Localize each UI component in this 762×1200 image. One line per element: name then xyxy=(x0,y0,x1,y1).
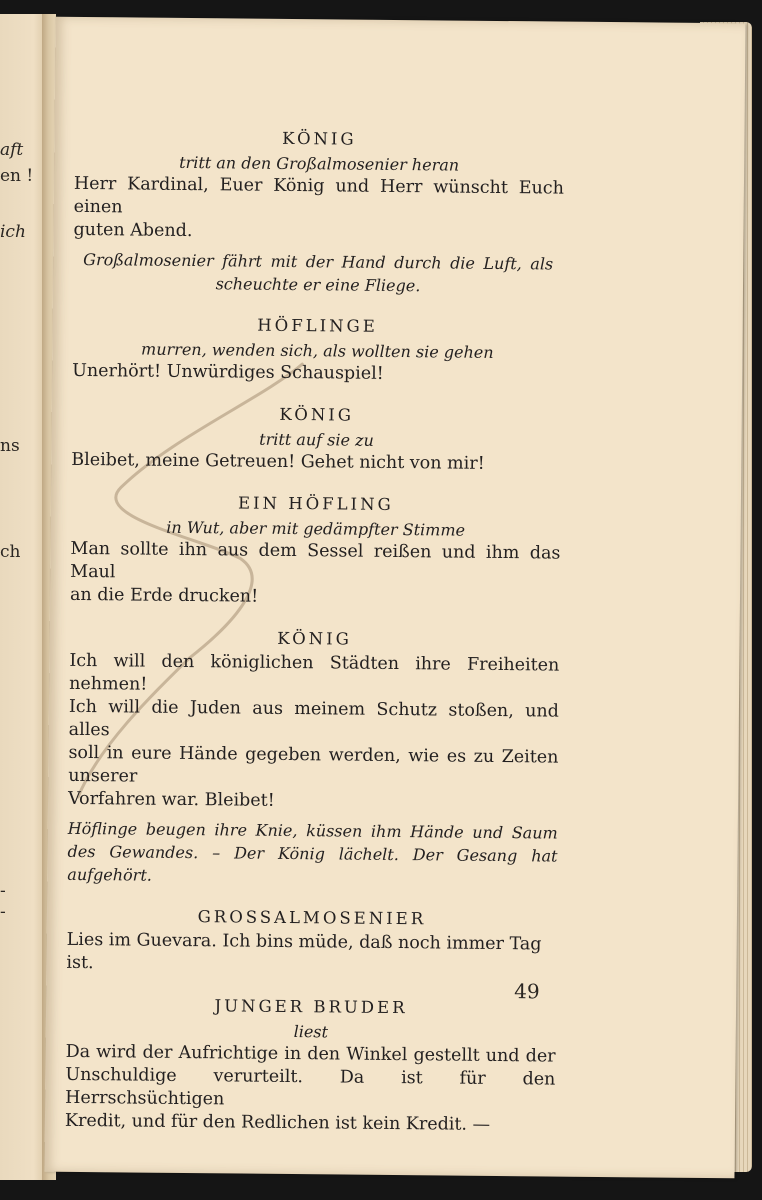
dialogue-block xyxy=(70,490,561,612)
facing-page-fragment: en ! xyxy=(0,166,34,186)
dialogue-line: Unschuldige verurteilt. Da ist für den Herrschsüchtigen xyxy=(65,1064,556,1110)
dialogue-line: guten Abend. xyxy=(73,219,193,242)
dialogue-line: Da wird der Aufrichtige in den Winkel gestellt und der xyxy=(65,1041,556,1067)
dialogue-line: soll in eure Hände gegeben werden, wie es zu Zeiten unserer xyxy=(68,742,559,787)
dialogue-block xyxy=(72,312,563,388)
dialogue-line: Ich will die Juden aus meinem Schutz stoßen, und alles xyxy=(68,696,560,741)
stage-direction: murren, wenden sich, als wollten sie gehen xyxy=(141,339,494,362)
dialogue-line: Herr Kardinal, Euer König und Herr wünscht Euch einen xyxy=(73,173,565,218)
facing-page-fragment: ich xyxy=(0,222,26,242)
stage-direction: Großalmosenier fährt mit der Hand durch die Luft, als scheuchte er eine Fliege. xyxy=(83,249,554,296)
dialogue-line: an die Erde drucken! xyxy=(69,584,259,607)
dialogue-line: Unerhört! Unwürdiges Schauspiel! xyxy=(72,360,384,384)
stage-direction: tritt auf sie zu xyxy=(259,429,374,450)
dialogue-line: Bleibet, meine Getreuen! Gehet nicht von mir! xyxy=(71,449,485,474)
stage-direction: tritt an den Großalmosenier heran xyxy=(179,152,460,175)
speaker-name: GROSSALMOSENIER xyxy=(197,907,427,929)
stage-direction: Höflinge beugen ihre Knie, küssen ihm Hände und Saum des Gewandes. – Der König lächelt. Der Gesang hat aufgehört. xyxy=(67,818,558,885)
dialogue-block xyxy=(65,993,556,1138)
dialogue-line: Ich will den königlichen Städten ihre Freiheiten nehmen! xyxy=(69,650,560,695)
stage-direction: in Wut, aber mit gedämpfter Stimme xyxy=(166,517,466,540)
dialogue-block xyxy=(67,625,559,891)
dialogue-line: Vorfahren war. Bleibet! xyxy=(67,788,275,811)
facing-page-fragment: aft xyxy=(0,140,24,160)
facing-page-fragment: ns xyxy=(0,436,20,456)
dialogue-block xyxy=(66,904,557,980)
dialogue-block xyxy=(71,401,562,477)
speaker-name: HÖFLINGE xyxy=(257,315,378,336)
book-page xyxy=(44,17,745,1179)
dialogue-line: Man sollte ihn aus dem Sessel reißen und ihm das Maul xyxy=(70,538,561,583)
speaker-name: KÖNIG xyxy=(279,404,355,425)
dialogue-block xyxy=(73,125,565,299)
facing-page-fragment: - xyxy=(0,881,6,901)
speaker-name: EIN HÖFLING xyxy=(237,493,394,514)
play-text xyxy=(65,125,565,1138)
speaker-name: KÖNIG xyxy=(277,628,352,649)
dialogue-line: Kredit, und für den Redlichen ist kein Kredit. — xyxy=(64,1110,491,1135)
facing-page-fragment: - xyxy=(0,902,6,922)
speaker-name: KÖNIG xyxy=(282,128,357,149)
stage-direction: liest xyxy=(293,1022,329,1042)
page-number: 49 xyxy=(514,979,540,1004)
facing-page-edge xyxy=(0,14,48,1180)
speaker-name: JUNGER BRUDER xyxy=(214,996,408,1018)
facing-page-fragment: ch xyxy=(0,542,21,562)
dialogue-line: Lies im Guevara. Ich bins müde, daß noch immer Tag ist. xyxy=(66,929,542,974)
